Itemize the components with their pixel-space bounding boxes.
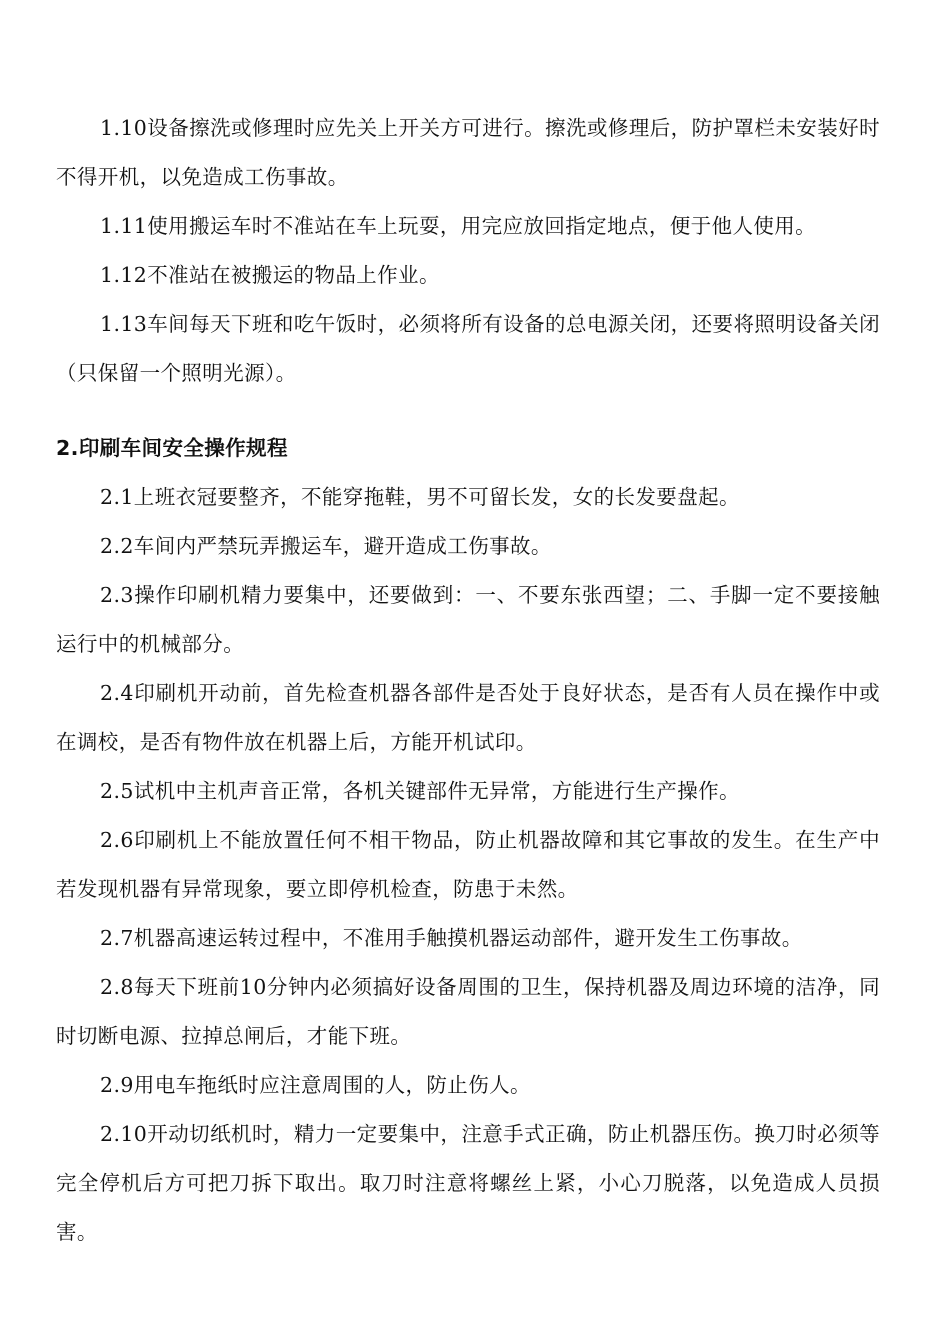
paragraph-1-12: 1.12不准站在被搬运的物品上作业。	[100, 263, 440, 287]
paragraph-2-2: 2.2车间内严禁玩弄搬运车，避开造成工伤事故。	[100, 534, 552, 558]
paragraph-2-10: 2.10开动切纸机时，精力一定要集中，注意手式正确，防止机器压伤。换刀时必须等完全停机后方可把刀拆下取出。取刀时注意将螺丝上紧，小心刀脱落，以免造成人员损害。	[56, 1122, 880, 1244]
paragraph-1-10: 1.10设备擦洗或修理时应先关上开关方可进行。擦洗或修理后，防护罩栏未安装好时不得开机，以免造成工伤事故。	[56, 116, 880, 189]
paragraph-2-8: 2.8每天下班前10分钟内必须搞好设备周围的卫生，保持机器及周边环境的洁净，同时切断电源、拉掉总闸后，才能下班。	[56, 975, 880, 1048]
paragraph-2-4: 2.4印刷机开动前，首先检查机器各部件是否处于良好状态，是否有人员在操作中或在调校，是否有物件放在机器上后，方能开机试印。	[56, 681, 880, 754]
paragraph-2-5: 2.5试机中主机声音正常，各机关键部件无异常，方能进行生产操作。	[100, 779, 740, 803]
paragraph-1-11: 1.11使用搬运车时不准站在车上玩耍，用完应放回指定地点，便于他人使用。	[100, 214, 817, 238]
paragraph-2-1: 2.1上班衣冠要整齐，不能穿拖鞋，男不可留长发，女的长发要盘起。	[100, 485, 740, 509]
paragraph-2-6: 2.6印刷机上不能放置任何不相干物品，防止机器故障和其它事故的发生。在生产中若发现机器有异常现象，要立即停机检查，防患于未然。	[56, 828, 880, 901]
paragraph-2-3: 2.3操作印刷机精力要集中，还要做到：一、不要东张西望；二、手脚一定不要接触运行中的机械部分。	[56, 583, 880, 656]
section-heading: 2.印刷车间安全操作规程	[56, 436, 288, 460]
section-spacer	[56, 398, 880, 424]
paragraph-2-7: 2.7机器高速运转过程中，不准用手触摸机器运动部件，避开发生工伤事故。	[100, 926, 803, 950]
paragraph-2-9: 2.9用电车拖纸时应注意周围的人，防止伤人。	[100, 1073, 531, 1097]
paragraph-1-13: 1.13车间每天下班和吃午饭时，必须将所有设备的总电源关闭，还要将照明设备关闭（只保留一个照明光源）。	[56, 312, 880, 385]
